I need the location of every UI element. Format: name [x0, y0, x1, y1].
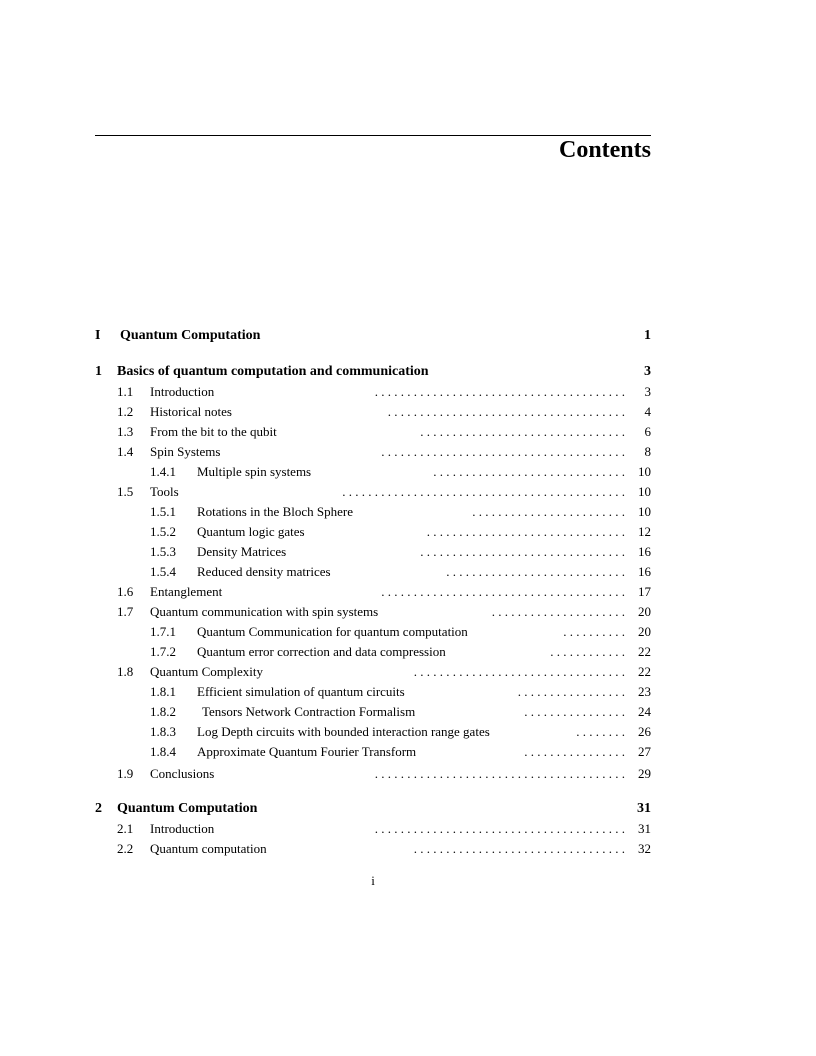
- toc-subsection[interactable]: [95, 702, 651, 722]
- part-page: 1: [644, 328, 651, 343]
- dot-leader: . . . . . . . . . . . . . . . . . . . . . . . . . . . . . . . .: [420, 544, 625, 559]
- subsection-page: 10: [638, 464, 651, 479]
- dot-leader: . . . . . . . . . . . . . . . . . . . . . . . . . . . . . . . . . . . . . . .: [374, 821, 625, 836]
- toc-chapter[interactable]: [95, 362, 651, 382]
- dot-leader: . . . . . . . . . . . . . . . . . . . . . . . . . . . . . . . . . . . . . .: [381, 584, 625, 599]
- dot-leader: . . . . . . . . . . . . . . . . . . . . . . . . . . . . . . .: [426, 524, 625, 539]
- section-label: Quantum Complexity: [150, 664, 264, 679]
- dot-leader: . . . . . . . . . . . . . . . .: [524, 744, 625, 759]
- subsection-page: 26: [638, 724, 651, 739]
- section-number: 1.2: [117, 404, 134, 419]
- chapter-label: Quantum Computation: [117, 801, 258, 816]
- dot-leader: . . . . . . . . . . . . . . . . . . . . . . . . . . . . . . . . . . . . . .: [381, 444, 625, 459]
- subsection-number: 1.5.2: [150, 524, 176, 539]
- dot-leader: . . . . . . . . . . . . . . . . .: [517, 684, 625, 699]
- section-number: 1.1: [117, 384, 134, 399]
- section-label: Conclusions: [150, 766, 215, 781]
- dot-leader: . . . . . . . . . . . . . . . . . . . . . . . . . . . . . . . .: [420, 424, 625, 439]
- subsection-number: 1.5.3: [150, 544, 176, 559]
- dot-leader: . . . . . . . . . . . . . . . . . . . . . . . .: [472, 504, 625, 519]
- dot-leader: . . . . . . . .: [576, 724, 625, 739]
- dot-leader: . . . . . . . . . . . . . . . . . . . . . . . . . . . . . . . . .: [413, 841, 625, 856]
- section-number: 1.5: [117, 484, 134, 499]
- section-page: 6: [644, 424, 651, 439]
- subsection-page: 23: [638, 684, 651, 699]
- subsection-number: 1.8.3: [150, 724, 176, 739]
- subsection-page: 24: [638, 704, 651, 719]
- subsection-number: 1.7.2: [150, 644, 176, 659]
- toc-section[interactable]: [95, 819, 651, 839]
- section-number: 2.2: [117, 841, 134, 856]
- section-page: 17: [638, 584, 651, 599]
- subsection-page: 22: [638, 644, 651, 659]
- section-page: 22: [638, 664, 651, 679]
- chapter-number: 1: [95, 364, 102, 379]
- section-page: 29: [638, 766, 651, 781]
- section-page: 4: [644, 404, 651, 419]
- subsection-number: 1.5.1: [150, 504, 176, 519]
- section-number: 1.8: [117, 664, 134, 679]
- section-number: 2.1: [117, 821, 134, 836]
- page-number: i: [371, 873, 375, 888]
- toc-section[interactable]: [95, 582, 651, 602]
- dot-leader: . . . . . . . . . . . . . . . . . . . . . . . . . . . . . . . . . . . . . . .: [374, 766, 625, 781]
- subsection-label: Reduced density matrices: [197, 564, 331, 579]
- chapter-page: 3: [644, 364, 651, 379]
- subsection-number: 1.4.1: [150, 464, 176, 479]
- section-number: 1.6: [117, 584, 134, 599]
- toc-section[interactable]: [95, 382, 651, 402]
- subsection-label: Multiple spin systems: [197, 464, 312, 479]
- subsection-number: 1.8.2: [150, 704, 176, 719]
- dot-leader: . . . . . . . . . . . . . . . . . . . . .: [491, 604, 625, 619]
- subsection-number: 1.8.4: [150, 744, 176, 759]
- section-label: Historical notes: [150, 404, 232, 419]
- subsection-number: 1.5.4: [150, 564, 176, 579]
- dot-leader: . . . . . . . . . .: [563, 624, 625, 639]
- section-label: Entanglement: [150, 584, 223, 599]
- toc-section[interactable]: [95, 402, 651, 422]
- part-number: I: [95, 328, 101, 343]
- subsection-page: 16: [638, 544, 651, 559]
- section-page: 8: [644, 444, 651, 459]
- subsection-number: 1.7.1: [150, 624, 176, 639]
- toc-subsection[interactable]: [95, 642, 651, 662]
- section-label: Introduction: [150, 384, 215, 399]
- section-number: 1.4: [117, 444, 134, 459]
- toc-section[interactable]: [95, 482, 651, 502]
- section-label: Tools: [150, 484, 179, 499]
- section-label: Introduction: [150, 821, 215, 836]
- section-number: 1.9: [117, 766, 134, 781]
- toc-subsection[interactable]: [95, 742, 651, 762]
- toc-subsection[interactable]: [95, 682, 651, 702]
- subsection-label: Log Depth circuits with bounded interaction range gates: [197, 724, 490, 739]
- dot-leader: . . . . . . . . . . . . . . . . . . . . . . . . . . . . . . . . .: [413, 664, 625, 679]
- subsection-page: 27: [638, 744, 651, 759]
- toc-subsection[interactable]: [95, 502, 651, 522]
- toc-part[interactable]: [95, 326, 651, 346]
- dot-leader: . . . . . . . . . . . .: [550, 644, 625, 659]
- section-page: 10: [638, 484, 651, 499]
- section-page: 32: [638, 841, 651, 856]
- section-number: 1.7: [117, 604, 134, 619]
- toc-section[interactable]: [95, 602, 651, 622]
- dot-leader: . . . . . . . . . . . . . . . .: [524, 704, 625, 719]
- subsection-label: Quantum logic gates: [197, 524, 305, 539]
- chapter-label: Basics of quantum computation and communication: [117, 364, 429, 379]
- section-label: From the bit to the qubit: [150, 424, 277, 439]
- section-label: Spin Systems: [150, 444, 221, 459]
- toc-chapter[interactable]: [95, 799, 651, 819]
- toc-subsection[interactable]: [95, 562, 651, 582]
- page-title: Contents: [558, 137, 651, 163]
- section-page: 31: [638, 821, 651, 836]
- subsection-label: Rotations in the Bloch Sphere: [197, 504, 353, 519]
- section-page: 3: [644, 384, 651, 399]
- chapter-number: 2: [95, 801, 102, 816]
- toc-section[interactable]: [95, 422, 651, 442]
- toc-section[interactable]: [95, 442, 651, 462]
- dot-leader: . . . . . . . . . . . . . . . . . . . . . . . . . . . . . .: [433, 464, 625, 479]
- subsection-number: 1.8.1: [150, 684, 176, 699]
- toc-section[interactable]: [95, 662, 651, 682]
- subsection-page: 10: [638, 504, 651, 519]
- subsection-label: Tensors Network Contraction Formalism: [202, 704, 416, 719]
- toc-subsection[interactable]: [95, 622, 651, 642]
- dot-leader: . . . . . . . . . . . . . . . . . . . . . . . . . . . . . . . . . . . . . . . . . . . .: [342, 484, 625, 499]
- subsection-page: 20: [638, 624, 651, 639]
- subsection-page: 12: [638, 524, 651, 539]
- subsection-label: Density Matrices: [197, 544, 287, 559]
- subsection-label: Approximate Quantum Fourier Transform: [197, 744, 417, 759]
- dot-leader: . . . . . . . . . . . . . . . . . . . . . . . . . . . . . . . . . . . . . . .: [374, 384, 625, 399]
- part-label: Quantum Computation: [120, 328, 261, 343]
- toc-subsection[interactable]: [95, 722, 651, 742]
- subsection-label: Quantum Communication for quantum computation: [197, 624, 468, 639]
- toc-section[interactable]: [95, 764, 651, 784]
- subsection-page: 16: [638, 564, 651, 579]
- toc-section[interactable]: [95, 839, 651, 859]
- dot-leader: . . . . . . . . . . . . . . . . . . . . . . . . . . . .: [446, 564, 625, 579]
- section-page: 20: [638, 604, 651, 619]
- dot-leader: . . . . . . . . . . . . . . . . . . . . . . . . . . . . . . . . . . . . .: [387, 404, 625, 419]
- toc-subsection[interactable]: [95, 522, 651, 542]
- subsection-label: Efficient simulation of quantum circuits: [197, 684, 405, 699]
- section-label: Quantum communication with spin systems: [150, 604, 379, 619]
- subsection-label: Quantum error correction and data compression: [197, 644, 446, 659]
- section-number: 1.3: [117, 424, 134, 439]
- chapter-page: 31: [637, 801, 651, 816]
- toc-subsection[interactable]: [95, 462, 651, 482]
- section-label: Quantum computation: [150, 841, 267, 856]
- toc-subsection[interactable]: [95, 542, 651, 562]
